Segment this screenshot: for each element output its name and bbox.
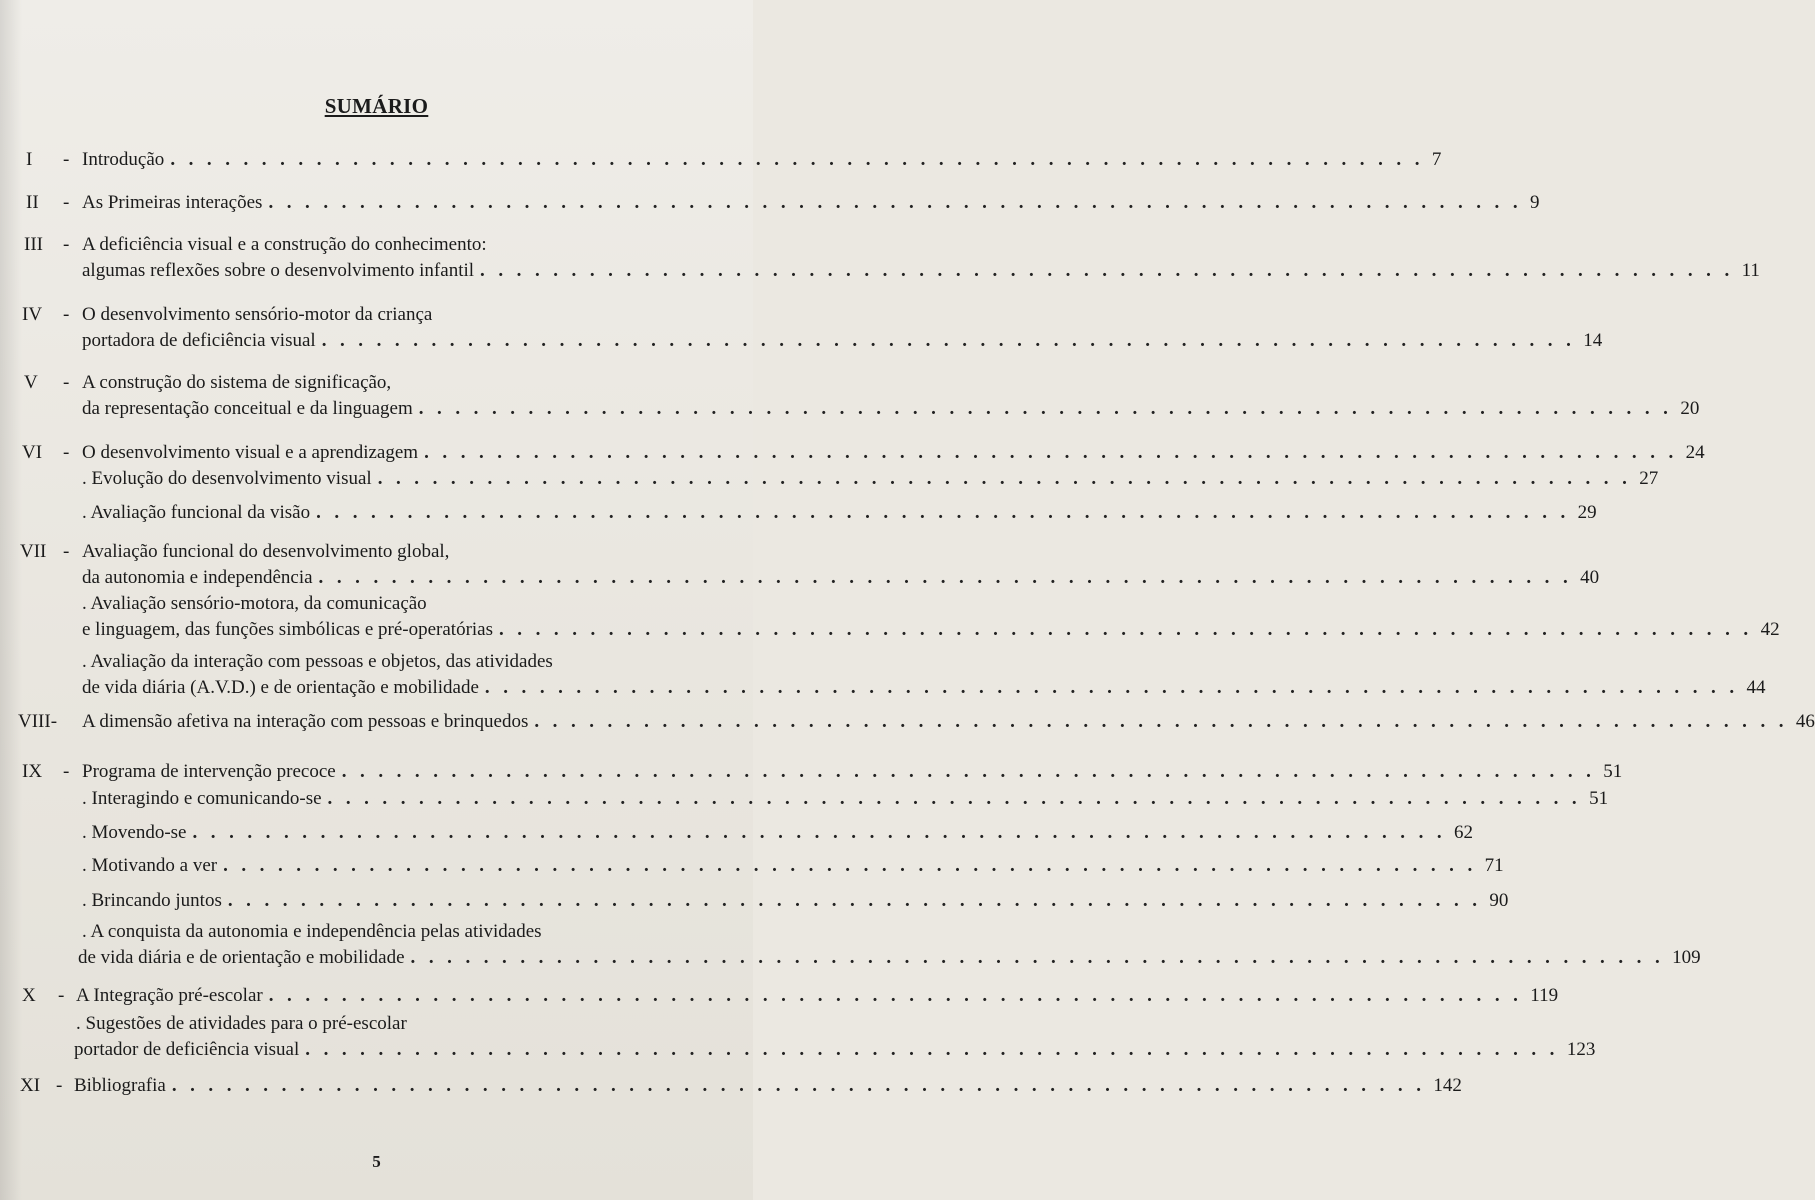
- numeral-dash: -: [63, 304, 70, 325]
- entry-title: de vida diária (A.V.D.) e de orientação e mobilidade: [82, 677, 479, 698]
- dot-leader: . . . . . . . . . . . . . . . . . . . . . . . . . . . . . . . . . . . . . . . . . . . . . . . . . . . . . . . . . . . . . . . . . . . . .: [410, 947, 1665, 968]
- entry-title: . Motivando a ver: [82, 855, 218, 876]
- page-number: 90: [1489, 890, 1509, 911]
- numeral-dash: -: [63, 442, 70, 463]
- page-number: 11: [1741, 260, 1760, 281]
- chapter-numeral: IV: [22, 304, 43, 325]
- entry-title: . Evolução do desenvolvimento visual: [82, 468, 372, 489]
- toc-line: [78, 947, 1701, 968]
- entry-title: de vida diária e de orientação e mobilidade: [78, 947, 405, 968]
- entry-title-line1: . A conquista da autonomia e independência pelas atividades: [82, 921, 542, 942]
- toc-line: [74, 1039, 1596, 1060]
- chapter-numeral: III: [24, 234, 43, 255]
- page-number: 24: [1685, 442, 1705, 463]
- entry-title: A Integração pré-escolar: [76, 985, 263, 1006]
- chapter-numeral: XI: [20, 1075, 41, 1096]
- toc-line: [82, 260, 1760, 281]
- chapter-numeral: VII: [20, 541, 47, 562]
- page-number: 29: [1577, 502, 1597, 523]
- page-number: 20: [1680, 398, 1700, 419]
- page-number: 71: [1484, 855, 1504, 876]
- toc-line: [82, 567, 1600, 588]
- entry-title: As Primeiras interações: [82, 192, 263, 213]
- chapter-numeral: VI: [22, 442, 43, 463]
- page-number: 109: [1672, 947, 1701, 968]
- entry-title-line1: . Sugestões de atividades para o pré-escolar: [76, 1013, 407, 1034]
- entry-title-line1: . Avaliação da interação com pessoas e objetos, das atividades: [82, 651, 553, 672]
- numeral-dash: -: [56, 1075, 63, 1096]
- page-number: 27: [1639, 468, 1659, 489]
- entry-title-line1: . Avaliação sensório-motora, da comunicação: [82, 593, 427, 614]
- page-number: 42: [1760, 619, 1780, 640]
- entry-title: portador de deficiência visual: [74, 1039, 300, 1060]
- dot-leader: . . . . . . . . . . . . . . . . . . . . . . . . . . . . . . . . . . . . . . . . . . . . . . . . . . . . . . . . . . . . . . . . . . . . .: [341, 761, 1596, 782]
- page-number: 142: [1433, 1075, 1462, 1096]
- dot-leader: . . . . . . . . . . . . . . . . . . . . . . . . . . . . . . . . . . . . . . . . . . . . . . . . . . . . . . . . . . . . . . . . . . . . .: [377, 468, 1632, 489]
- dot-leader: . . . . . . . . . . . . . . . . . . . . . . . . . . . . . . . . . . . . . . . . . . . . . . . . . . . . . . . . . . . . . . . . . . . . .: [227, 890, 1482, 911]
- dot-leader: . . . . . . . . . . . . . . . . . . . . . . . . . . . . . . . . . . . . . . . . . . . . . . . . . . . . . . . . . . . . . . . . . . . . .: [171, 1075, 1426, 1096]
- toc-line: [82, 761, 1623, 782]
- dot-leader: . . . . . . . . . . . . . . . . . . . . . . . . . . . . . . . . . . . . . . . . . . . . . . . . . . . . . . . . . . . . . . . . . . . . .: [316, 502, 1570, 523]
- entry-title: O desenvolvimento visual e a aprendizagem: [82, 442, 419, 463]
- dot-leader: . . . . . . . . . . . . . . . . . . . . . . . . . . . . . . . . . . . . . . . . . . . . . . . . . . . . . . . . . . . . . . . . . . . . .: [321, 330, 1576, 351]
- entry-title: da representação conceitual e da linguagem: [82, 398, 413, 419]
- page-number: 51: [1589, 788, 1609, 809]
- entry-title-line1: Avaliação funcional do desenvolvimento global,: [82, 541, 450, 562]
- page-number: 46: [1795, 711, 1815, 732]
- entry-title: . Avaliação funcional da visão: [82, 502, 311, 523]
- chapter-numeral: VIII-: [18, 711, 58, 732]
- toc-line: [82, 788, 1609, 809]
- numeral-dash: -: [63, 192, 70, 213]
- page-number: 51: [1603, 761, 1623, 782]
- numeral-dash: -: [63, 541, 70, 562]
- page-title: SUMÁRIO: [324, 94, 429, 118]
- toc-line: [82, 192, 1540, 213]
- chapter-numeral: V: [24, 372, 38, 393]
- entry-title: Programa de intervenção precoce: [82, 761, 336, 782]
- toc-line: [82, 619, 1780, 640]
- chapter-numeral: I: [26, 149, 33, 170]
- dot-leader: . . . . . . . . . . . . . . . . . . . . . . . . . . . . . . . . . . . . . . . . . . . . . . . . . . . . . . . . . . . . . . . . . . . . .: [424, 442, 1678, 463]
- dot-leader: . . . . . . . . . . . . . . . . . . . . . . . . . . . . . . . . . . . . . . . . . . . . . . . . . . . . . . . . . . . . . . . . . . . . .: [305, 1039, 1559, 1060]
- entry-title: e linguagem, das funções simbólicas e pré-operatórias: [82, 619, 493, 640]
- entry-title: Bibliografia: [74, 1075, 166, 1096]
- toc-line: [82, 711, 1815, 732]
- page-number: 62: [1454, 822, 1474, 843]
- numeral-dash: -: [58, 985, 65, 1006]
- entry-title-line1: O desenvolvimento sensório-motor da criança: [82, 304, 433, 325]
- entry-title: . Movendo-se: [82, 822, 187, 843]
- page-number: 123: [1566, 1039, 1596, 1060]
- toc-line: [82, 398, 1700, 419]
- entry-title: da autonomia e independência: [82, 567, 313, 588]
- toc-line: [82, 330, 1603, 351]
- toc-line: [82, 890, 1509, 911]
- dot-leader: . . . . . . . . . . . . . . . . . . . . . . . . . . . . . . . . . . . . . . . . . . . . . . . . . . . . . . . . . . . . . . . . . . . . .: [327, 788, 1582, 809]
- toc-line: [82, 677, 1766, 698]
- toc-line: [82, 468, 1659, 489]
- toc-line: [82, 822, 1474, 843]
- entry-title-line1: A construção do sistema de significação,: [82, 372, 392, 393]
- numeral-dash: -: [63, 761, 70, 782]
- toc-line: [74, 1075, 1462, 1096]
- toc-line: [76, 985, 1559, 1006]
- numeral-dash: -: [63, 234, 70, 255]
- dot-leader: . . . . . . . . . . . . . . . . . . . . . . . . . . . . . . . . . . . . . . . . . . . . . . . . . . . . . . . . . . . . . . . . . . . . .: [318, 567, 1573, 588]
- toc-line: [82, 502, 1597, 523]
- dot-leader: . . . . . . . . . . . . . . . . . . . . . . . . . . . . . . . . . . . . . . . . . . . . . . . . . . . . . . . . . . . . . . . . . . . . .: [170, 149, 1424, 170]
- toc-line: [82, 149, 1442, 170]
- chapter-numeral: II: [26, 192, 39, 213]
- entry-title-line1: A deficiência visual e a construção do conhecimento:: [82, 234, 487, 255]
- dot-leader: . . . . . . . . . . . . . . . . . . . . . . . . . . . . . . . . . . . . . . . . . . . . . . . . . . . . . . . . . . . . . . . . . . . . .: [268, 192, 1523, 213]
- entry-title: A dimensão afetiva na interação com pessoas e brinquedos: [82, 711, 529, 732]
- page-number: 119: [1530, 985, 1559, 1006]
- page-number: 9: [1530, 192, 1540, 213]
- dot-leader: . . . . . . . . . . . . . . . . . . . . . . . . . . . . . . . . . . . . . . . . . . . . . . . . . . . . . . . . . . . . . . . . . . . . .: [418, 398, 1673, 419]
- page-number: 7: [1431, 149, 1442, 170]
- numeral-dash: -: [63, 372, 70, 393]
- entry-title: . Brincando juntos: [82, 890, 222, 911]
- page-number: 44: [1746, 677, 1766, 698]
- dot-leader: . . . . . . . . . . . . . . . . . . . . . . . . . . . . . . . . . . . . . . . . . . . . . . . . . . . . . . . . . . . . . . . . . . . . .: [484, 677, 1739, 698]
- dot-leader: . . . . . . . . . . . . . . . . . . . . . . . . . . . . . . . . . . . . . . . . . . . . . . . . . . . . . . . . . . . . . . . . . . . . .: [223, 855, 1477, 876]
- numeral-dash: -: [63, 149, 70, 170]
- entry-title: . Interagindo e comunicando-se: [82, 788, 322, 809]
- dot-leader: . . . . . . . . . . . . . . . . . . . . . . . . . . . . . . . . . . . . . . . . . . . . . . . . . . . . . . . . . . . . . . . . . . . . .: [499, 619, 1753, 640]
- entry-title: algumas reflexões sobre o desenvolvimento infantil: [82, 260, 475, 281]
- dot-leader: . . . . . . . . . . . . . . . . . . . . . . . . . . . . . . . . . . . . . . . . . . . . . . . . . . . . . . . . . . . . . . . . . . . . .: [268, 985, 1523, 1006]
- dot-leader: . . . . . . . . . . . . . . . . . . . . . . . . . . . . . . . . . . . . . . . . . . . . . . . . . . . . . . . . . . . . . . . . . . . . .: [192, 822, 1447, 843]
- page-folio-number: 5: [372, 1152, 381, 1171]
- entry-title: portadora de deficiência visual: [82, 330, 316, 351]
- page-number: 40: [1580, 567, 1600, 588]
- dot-leader: . . . . . . . . . . . . . . . . . . . . . . . . . . . . . . . . . . . . . . . . . . . . . . . . . . . . . . . . . . . . . . . . . . . . .: [480, 260, 1734, 281]
- chapter-numeral: X: [22, 985, 36, 1006]
- entry-title: Introdução: [82, 149, 165, 170]
- toc-line: [82, 442, 1705, 463]
- dot-leader: . . . . . . . . . . . . . . . . . . . . . . . . . . . . . . . . . . . . . . . . . . . . . . . . . . . . . . . . . . . . . . . . . . . . .: [534, 711, 1788, 732]
- chapter-numeral: IX: [22, 761, 43, 782]
- page-number: 14: [1583, 330, 1603, 351]
- toc-line: [82, 855, 1504, 876]
